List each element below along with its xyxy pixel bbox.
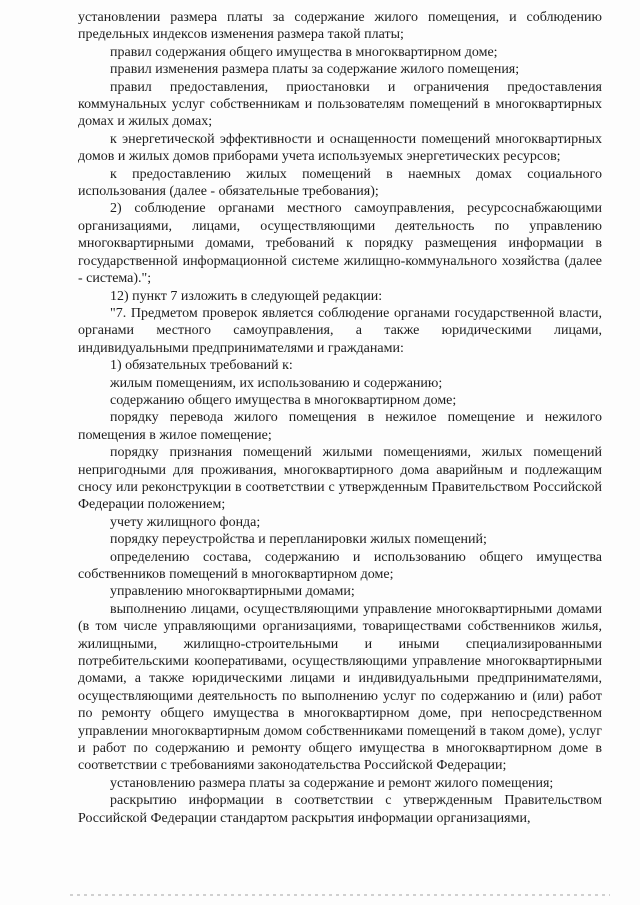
paragraph-item: к энергетической эффективности и оснащенности помещений многоквартирных домов и жилых домов приборами учета используемых энергетических ресурсов;: [78, 131, 602, 165]
paragraph-item: порядку переустройства и перепланировки жилых помещений;: [110, 532, 487, 548]
paragraph-item: содержанию общего имущества в многоквартирном доме;: [110, 392, 457, 408]
paragraph-item: "7. Предметом проверок является соблюдение органами государственной власти, органами местного самоуправления, а также юридическими лицами, индивидуальными предпринимателями и гражданами:: [78, 305, 602, 356]
paragraph-item: управлению многоквартирными домами;: [110, 584, 355, 600]
paragraph-item: установлению размера платы за содержание и ремонт жилого помещения;: [110, 775, 554, 791]
paragraph-item: порядку признания помещений жилыми помещениями, жилых помещений непригодными для проживания, многоквартирного дома аварийным и подлежащим сносу или реконструкции в соответствии с утвержденным Правительством Российской Федерации положением;: [78, 445, 602, 513]
paragraph-item: правил изменения размера платы за содержание жилого помещения;: [110, 62, 520, 78]
paragraph-item: 12) пункт 7 изложить в следующей редакции:: [110, 288, 383, 304]
paragraph-item: порядку перевода жилого помещения в нежилое помещение и нежилого помещения в жилое помещение;: [78, 410, 602, 443]
paragraph-item: 2) соблюдение органами местного самоуправления, ресурсоснабжающими организациями, лицами, осуществляющими деятельность по управлению многоквартирными домами, требований к порядку размещения информации в государственной информационной системе жилищно-коммунального хозяйства (далее - система).";: [78, 201, 602, 287]
paragraph-item: раскрытию информации в соответствии с утвержденным Правительством Российской Федерации стандартом раскрытия информации организациями,: [78, 793, 602, 826]
paragraph-item: определению состава, содержанию и использованию общего имущества собственников помещений в многоквартирном доме;: [78, 549, 602, 582]
scan-edge-artifact: [70, 894, 610, 896]
paragraph-continuation: установлении размера платы за содержание жилого помещения, и соблюдению предельных индексов изменения размера такой платы;: [78, 10, 602, 43]
paragraph-item: выполнению лицами, осуществляющими управление многоквартирными домами (в том числе управляющими организациями, товариществами собственников жилья, жилищными, жилищно-строительными и иными специализированными потребительскими кооперативами, осуществляющими управление многоквартирными домами, а также юридическими лицами и индивидуальными предпринимателями, осуществляющими деятельность по выполнению услуг по содержанию и (или) работ по ремонту общего имущества в многоквартирном доме, при непосредственном управлении многоквартирным домом собственниками помещений в таком доме), услуг и работ по содержанию и ремонту общего имущества в многоквартирном доме в соответствии с требованиями законодательства Российской Федерации;: [78, 601, 602, 774]
paragraph-item: к предоставлению жилых помещений в наемных домах социального использования (далее - обязательные требования);: [78, 166, 602, 200]
paragraph-item: жилым помещениям, их использованию и содержанию;: [110, 375, 443, 391]
paragraph-item: правил предоставления, приостановки и ограничения предоставления коммунальных услуг собственникам и пользователям помещений в многоквартирных домах и жилых домах;: [78, 79, 602, 130]
paragraph-item: учету жилищного фонда;: [110, 514, 261, 530]
paragraph-item: 1) обязательных требований к:: [110, 358, 293, 374]
paragraph-item: правил содержания общего имущества в многоквартирном доме;: [110, 44, 498, 60]
